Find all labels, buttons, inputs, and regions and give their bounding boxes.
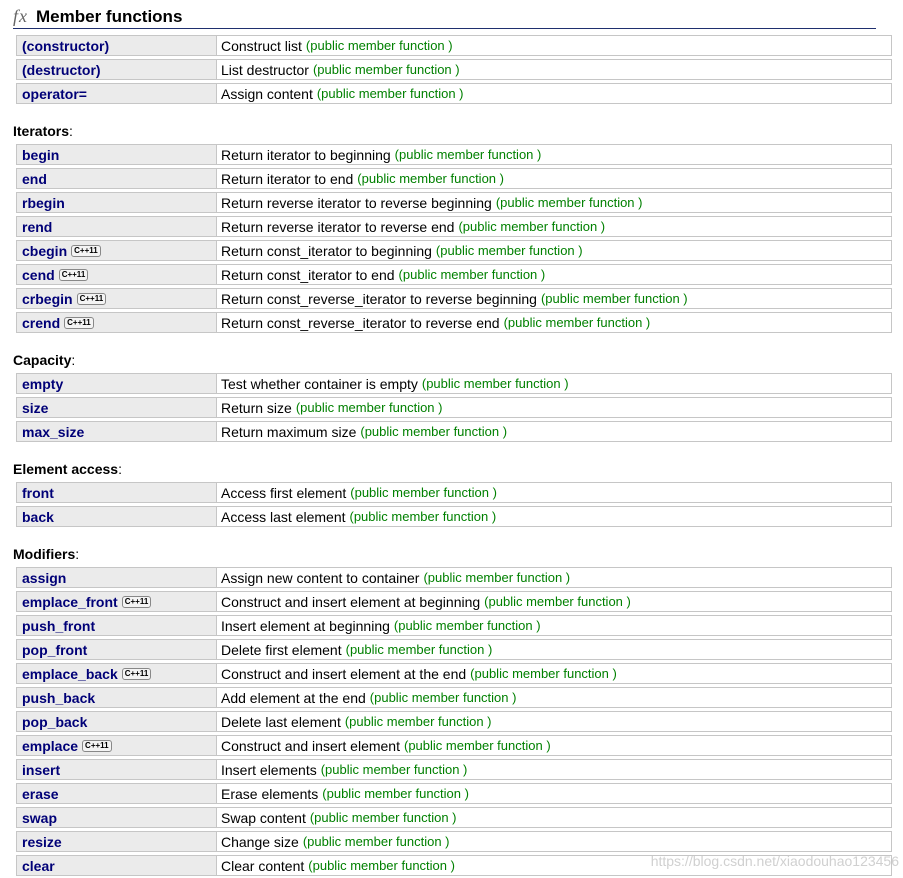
- member-name[interactable]: emplace: [22, 737, 79, 754]
- member-description: [217, 639, 892, 660]
- member-name[interactable]: cend: [22, 266, 55, 283]
- member-description: [217, 711, 892, 732]
- description-text: Return reverse iterator to reverse end: [221, 218, 455, 235]
- member-name-link[interactable]: [16, 759, 217, 780]
- member-name-link[interactable]: [16, 264, 217, 285]
- member-table: [16, 373, 892, 442]
- description-text: Return const_reverse_iterator to reverse end: [221, 314, 500, 331]
- member-name-link[interactable]: [16, 192, 217, 213]
- member-name-link[interactable]: [16, 687, 217, 708]
- group-label: Modifiers: [13, 546, 76, 562]
- member-table: [16, 35, 892, 104]
- member-description: [217, 216, 892, 237]
- table-row: [16, 216, 892, 237]
- member-type-label: (public member function ): [312, 62, 460, 77]
- description-text: Return maximum size: [221, 423, 357, 440]
- cpp11-badge: C++11: [64, 317, 94, 329]
- table-row: [16, 59, 892, 80]
- member-description: [217, 807, 892, 828]
- table-row: [16, 421, 892, 442]
- page-title: Member functions: [36, 7, 183, 26]
- member-name[interactable]: pop_front: [22, 641, 88, 658]
- member-description: [217, 615, 892, 636]
- member-description: [217, 59, 892, 80]
- member-type-label: (public member function ): [503, 315, 651, 330]
- member-description: [217, 312, 892, 333]
- member-type-label: (public member function ): [393, 618, 541, 633]
- member-description: [217, 759, 892, 780]
- member-name[interactable]: size: [22, 399, 49, 416]
- description-text: Access last element: [221, 508, 346, 525]
- member-table: [16, 482, 892, 527]
- description-text: Construct and insert element at beginning: [221, 593, 481, 610]
- member-type-label: (public member function ): [302, 834, 450, 849]
- table-row: [16, 482, 892, 503]
- member-name[interactable]: back: [22, 508, 54, 525]
- table-row: [16, 192, 892, 213]
- member-type-label: (public member function ): [357, 171, 504, 186]
- member-name-link[interactable]: [16, 567, 217, 588]
- description-text: Construct and insert element at the end: [221, 665, 467, 682]
- member-description: [217, 506, 892, 527]
- table-row: [16, 759, 892, 780]
- member-name-link[interactable]: [16, 482, 217, 503]
- member-description: [217, 663, 892, 684]
- member-name-link[interactable]: [16, 855, 217, 876]
- table-row: [16, 506, 892, 527]
- cpp11-badge: C++11: [82, 740, 112, 752]
- member-description: [217, 591, 892, 612]
- member-name-link[interactable]: [16, 783, 217, 804]
- member-name-link[interactable]: [16, 35, 217, 56]
- member-name-link[interactable]: [16, 312, 217, 333]
- member-name[interactable]: clear: [22, 857, 55, 874]
- member-description: [217, 735, 892, 756]
- group-label: Element access: [13, 461, 119, 477]
- member-table: [16, 144, 892, 333]
- watermark: https://blog.csdn.net/xiaodouhao123456: [650, 853, 899, 869]
- member-type-label: (public member function ): [540, 291, 688, 306]
- member-groups: [13, 29, 892, 876]
- description-text: Clear content: [221, 857, 305, 874]
- member-description: [217, 83, 892, 104]
- group-label-colon: :: [118, 461, 122, 477]
- member-name[interactable]: push_front: [22, 617, 96, 634]
- member-type-label: (public member function ): [423, 570, 571, 585]
- member-description: [217, 397, 892, 418]
- group-title: [13, 120, 892, 142]
- member-description: [217, 288, 892, 309]
- member-description: [217, 567, 892, 588]
- member-type-label: (public member function ): [309, 810, 457, 825]
- member-description: [217, 482, 892, 503]
- member-type-label: (public member function ): [295, 400, 443, 415]
- description-text: Assign content: [221, 85, 313, 102]
- member-name[interactable]: operator=: [22, 85, 87, 102]
- description-text: Change size: [221, 833, 299, 850]
- member-type-label: (public member function ): [495, 195, 643, 210]
- table-row: [16, 639, 892, 660]
- member-name-link[interactable]: [16, 735, 217, 756]
- member-name[interactable]: front: [22, 484, 54, 501]
- member-name-link[interactable]: [16, 216, 217, 237]
- member-description: [217, 264, 892, 285]
- table-row: [16, 240, 892, 261]
- member-name-link[interactable]: [16, 421, 217, 442]
- member-name-link[interactable]: [16, 506, 217, 527]
- member-type-label: (public member function ): [350, 485, 497, 500]
- table-row: [16, 397, 892, 418]
- member-type-label: (public member function ): [369, 690, 517, 705]
- member-type-label: (public member function ): [344, 714, 492, 729]
- member-type-label: (public member function ): [349, 509, 497, 524]
- group-label-colon: :: [71, 352, 76, 368]
- description-text: Access first element: [221, 484, 347, 501]
- description-text: Return reverse iterator to reverse beginning: [221, 194, 492, 211]
- description-text: Insert element at beginning: [221, 617, 390, 634]
- table-row: [16, 663, 892, 684]
- member-name-link[interactable]: [16, 615, 217, 636]
- member-type-label: (public member function ): [345, 642, 493, 657]
- table-row: [16, 831, 892, 852]
- member-name-link[interactable]: [16, 663, 217, 684]
- group-label: Capacity: [13, 352, 72, 368]
- member-type-label: (public member function ): [421, 376, 569, 391]
- member-type-label: (public member function ): [360, 424, 508, 439]
- member-name-link[interactable]: [16, 831, 217, 852]
- table-row: [16, 288, 892, 309]
- member-description: [217, 687, 892, 708]
- description-text: Assign new content to container: [221, 569, 420, 586]
- member-name[interactable]: assign: [22, 569, 67, 586]
- member-name-link[interactable]: [16, 591, 217, 612]
- cpp11-badge: C++11: [122, 668, 152, 680]
- member-name-link[interactable]: [16, 144, 217, 165]
- member-name[interactable]: emplace_front: [22, 593, 118, 610]
- member-type-label: (public member function ): [403, 738, 551, 753]
- cpp11-badge: C++11: [59, 269, 89, 281]
- member-name[interactable]: begin: [22, 146, 60, 163]
- description-text: Erase elements: [221, 785, 319, 802]
- table-row: [16, 144, 892, 165]
- table-row: [16, 591, 892, 612]
- table-row: [16, 807, 892, 828]
- description-text: Construct and insert element: [221, 737, 400, 754]
- table-row: [16, 312, 892, 333]
- member-description: [217, 35, 892, 56]
- member-description: [217, 421, 892, 442]
- member-type-label: (public member function ): [308, 858, 455, 873]
- member-name-link[interactable]: [16, 397, 217, 418]
- table-row: [16, 83, 892, 104]
- member-name[interactable]: resize: [22, 833, 62, 850]
- member-name[interactable]: empty: [22, 375, 64, 392]
- member-name[interactable]: push_back: [22, 689, 96, 706]
- member-name[interactable]: cbegin: [22, 242, 68, 259]
- description-text: Return const_reverse_iterator to reverse beginning: [221, 290, 537, 307]
- member-type-label: (public member function ): [398, 267, 546, 282]
- table-row: [16, 711, 892, 732]
- member-name-link[interactable]: [16, 639, 217, 660]
- member-name[interactable]: (constructor): [22, 37, 110, 54]
- fx-icon: fx: [13, 6, 28, 26]
- member-name[interactable]: end: [22, 170, 47, 187]
- member-name-link[interactable]: [16, 83, 217, 104]
- member-name-link[interactable]: [16, 240, 217, 261]
- cpp11-badge: C++11: [122, 596, 152, 608]
- member-name[interactable]: insert: [22, 761, 61, 778]
- description-text: Return iterator to end: [221, 170, 354, 187]
- member-type-label: (public member function ): [435, 243, 583, 258]
- table-row: [16, 373, 892, 394]
- member-description: [217, 240, 892, 261]
- table-row: [16, 168, 892, 189]
- description-text: Delete first element: [221, 641, 342, 658]
- group-label-colon: :: [69, 123, 73, 139]
- group-label: Iterators: [13, 123, 70, 139]
- description-text: Return iterator to beginning: [221, 146, 391, 163]
- description-text: Insert elements: [221, 761, 317, 778]
- member-description: [217, 168, 892, 189]
- description-text: Construct list: [221, 37, 302, 54]
- group-label-colon: :: [75, 546, 80, 562]
- member-name[interactable]: emplace_back: [22, 665, 118, 682]
- cpp11-badge: C++11: [71, 245, 101, 257]
- member-name[interactable]: crend: [22, 314, 61, 331]
- description-text: Return const_iterator to beginning: [221, 242, 432, 259]
- member-name[interactable]: swap: [22, 809, 58, 826]
- member-type-label: (public member function ): [316, 86, 464, 101]
- member-name[interactable]: max_size: [22, 423, 85, 440]
- description-text: Test whether container is empty: [221, 375, 418, 392]
- table-row: [16, 783, 892, 804]
- table-row: [16, 567, 892, 588]
- member-description: [217, 783, 892, 804]
- table-row: [16, 735, 892, 756]
- member-name-link[interactable]: [16, 168, 217, 189]
- member-table: [16, 567, 892, 876]
- member-name-link[interactable]: [16, 59, 217, 80]
- group-title: [13, 349, 892, 371]
- table-row: [16, 264, 892, 285]
- member-description: [217, 373, 892, 394]
- member-type-label: (public member function ): [305, 38, 453, 53]
- member-description: [217, 192, 892, 213]
- member-name-link[interactable]: [16, 807, 217, 828]
- group-title: [13, 543, 892, 565]
- member-type-label: (public member function ): [470, 666, 617, 681]
- member-name[interactable]: rbegin: [22, 194, 65, 211]
- table-row: [16, 615, 892, 636]
- member-type-label: (public member function ): [322, 786, 469, 801]
- table-row: [16, 35, 892, 56]
- member-name-link[interactable]: [16, 711, 217, 732]
- group-title: [13, 458, 892, 480]
- member-name[interactable]: (destructor): [22, 61, 101, 78]
- member-description: [217, 831, 892, 852]
- member-type-label: (public member function ): [458, 219, 606, 234]
- member-name[interactable]: pop_back: [22, 713, 88, 730]
- description-text: Swap content: [221, 809, 306, 826]
- member-type-label: (public member function ): [320, 762, 468, 777]
- member-name[interactable]: erase: [22, 785, 59, 802]
- member-type-label: (public member function ): [394, 147, 542, 162]
- table-row: [16, 687, 892, 708]
- member-name-link[interactable]: [16, 373, 217, 394]
- member-type-label: (public member function ): [484, 594, 631, 609]
- member-name-link[interactable]: [16, 288, 217, 309]
- description-text: Return size: [221, 399, 292, 416]
- section-header: [13, 6, 876, 29]
- cpp11-badge: C++11: [77, 293, 107, 305]
- description-text: Return const_iterator to end: [221, 266, 395, 283]
- description-text: List destructor: [221, 61, 309, 78]
- description-text: Add element at the end: [221, 689, 366, 706]
- description-text: Delete last element: [221, 713, 341, 730]
- member-name[interactable]: rend: [22, 218, 53, 235]
- member-description: [217, 144, 892, 165]
- member-name[interactable]: crbegin: [22, 290, 73, 307]
